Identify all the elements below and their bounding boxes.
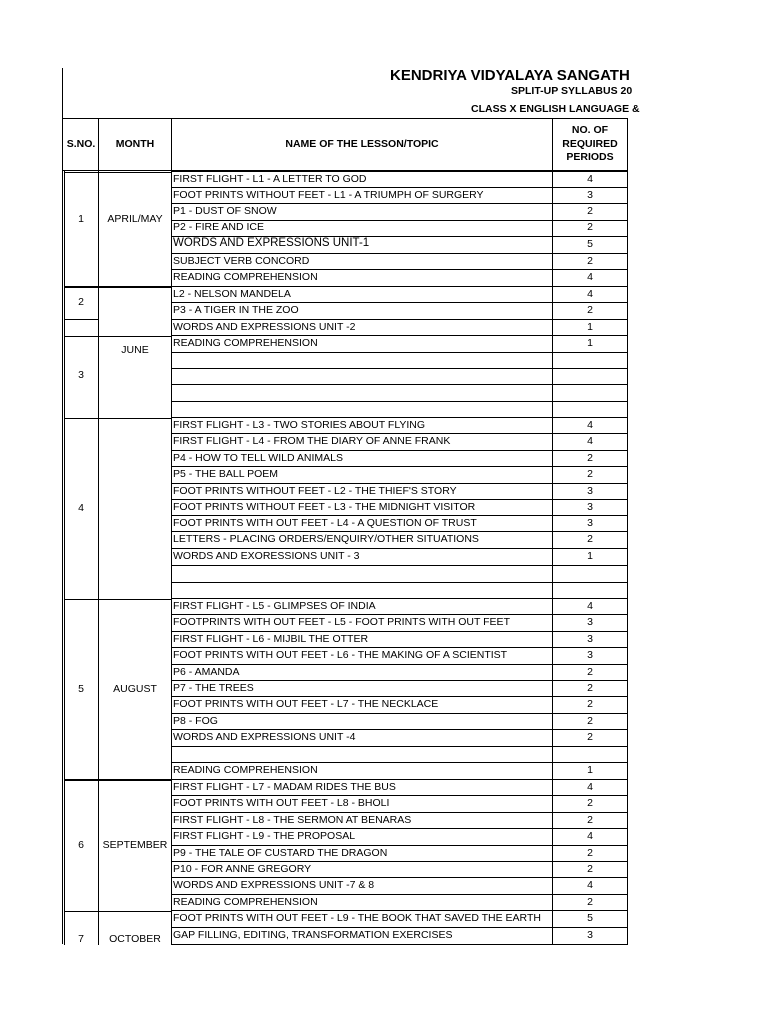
row-line bbox=[171, 417, 628, 418]
header-top-line bbox=[62, 118, 628, 119]
row-line bbox=[171, 664, 628, 665]
row-line bbox=[171, 944, 628, 945]
periods-cell: 3 bbox=[587, 485, 593, 497]
topic-cell: FIRST FLIGHT - L7 - MADAM RIDES THE BUS bbox=[173, 781, 396, 793]
row-line bbox=[171, 302, 628, 303]
col-header-month: MONTH bbox=[115, 138, 155, 150]
month-cell: APRIL/MAY bbox=[107, 213, 163, 225]
topic-cell: READING COMPREHENSION bbox=[173, 764, 318, 776]
group-line bbox=[64, 599, 171, 600]
row-line bbox=[171, 647, 628, 648]
col-header-lesson: NAME OF THE LESSON/TOPIC bbox=[285, 138, 439, 150]
periods-cell: 5 bbox=[587, 238, 593, 250]
row-line bbox=[171, 286, 628, 287]
row-line bbox=[171, 565, 628, 566]
topic-cell: FOOT PRINTS WITH OUT FEET - L7 - THE NECKLACE bbox=[173, 698, 439, 710]
row-line bbox=[171, 812, 628, 813]
row-line bbox=[171, 352, 628, 353]
periods-cell: 2 bbox=[587, 797, 593, 809]
topic-cell: READING COMPREHENSION bbox=[173, 337, 318, 349]
right-border bbox=[627, 170, 628, 945]
month-cell: JUNE bbox=[121, 344, 149, 356]
row-line bbox=[171, 483, 628, 484]
header-col-line bbox=[98, 118, 99, 170]
topic-cell: LETTERS - PLACING ORDERS/ENQUIRY/OTHER SITUATIONS bbox=[173, 533, 479, 545]
row-line bbox=[171, 795, 628, 796]
topic-cell: READING COMPREHENSION bbox=[173, 271, 318, 283]
group-line bbox=[64, 780, 171, 781]
periods-cell: 3 bbox=[587, 616, 593, 628]
topic-cell: L2 - NELSON MANDELA bbox=[173, 288, 291, 300]
header-col-line bbox=[627, 118, 628, 170]
header-col-line bbox=[171, 118, 172, 170]
periods-cell: 2 bbox=[587, 304, 593, 316]
row-line bbox=[171, 713, 628, 714]
left-border bbox=[62, 68, 63, 944]
periods-cell: 2 bbox=[587, 715, 593, 727]
periods-cell: 2 bbox=[587, 814, 593, 826]
row-line bbox=[171, 466, 628, 467]
row-line bbox=[171, 384, 628, 385]
periods-cell: 2 bbox=[587, 255, 593, 267]
periods-cell: 1 bbox=[587, 337, 593, 349]
sno-cell: 3 bbox=[78, 369, 84, 381]
topic-cell: P5 - THE BALL POEM bbox=[173, 468, 279, 480]
row-line bbox=[171, 894, 628, 895]
topic-cell: FOOT PRINTS WITH OUT FEET - L8 - BHOLI bbox=[173, 797, 390, 809]
group-line bbox=[64, 172, 171, 173]
periods-cell: 4 bbox=[587, 879, 593, 891]
topic-cell: GAP FILLING, EDITING, TRANSFORMATION EXERCISES bbox=[173, 929, 453, 941]
row-line bbox=[171, 729, 628, 730]
periods-left-line bbox=[552, 170, 553, 945]
row-line bbox=[171, 779, 628, 780]
periods-cell: 2 bbox=[587, 666, 593, 678]
col-header-periods: NO. OF bbox=[571, 124, 609, 136]
row-line bbox=[171, 203, 628, 204]
row-line bbox=[171, 253, 628, 254]
document-title: KENDRIYA VIDYALAYA SANGATH bbox=[390, 67, 630, 84]
topic-cell: P8 - FOG bbox=[173, 715, 218, 727]
row-line bbox=[171, 319, 628, 320]
periods-cell: 3 bbox=[587, 929, 593, 941]
row-line bbox=[171, 696, 628, 697]
header-col-line bbox=[552, 118, 553, 170]
row-line bbox=[171, 631, 628, 632]
topic-cell: FIRST FLIGHT - L4 - FROM THE DIARY OF ANNE FRANK bbox=[173, 435, 451, 447]
row-line bbox=[171, 598, 628, 599]
row-line bbox=[171, 368, 628, 369]
periods-cell: 4 bbox=[587, 173, 593, 185]
periods-cell: 4 bbox=[587, 600, 593, 612]
group-line bbox=[64, 418, 171, 419]
periods-cell: 2 bbox=[587, 221, 593, 233]
periods-cell: 2 bbox=[587, 452, 593, 464]
topic-cell: WORDS AND EXPRESSIONS UNIT -4 bbox=[173, 731, 356, 743]
row-line bbox=[171, 614, 628, 615]
periods-cell: 4 bbox=[587, 781, 593, 793]
month-left-line bbox=[98, 170, 99, 945]
group-line bbox=[64, 336, 98, 337]
topic-cell: P2 - FIRE AND ICE bbox=[173, 221, 265, 233]
topic-cell: FOOT PRINTS WITH OUT FEET - L9 - THE BOOK THAT SAVED THE EARTH bbox=[173, 912, 541, 924]
syllabus-subtitle: SPLIT-UP SYLLABUS 20 bbox=[511, 85, 633, 97]
topic-cell: FOOT PRINTS WITH OUT FEET - L4 - A QUESTION OF TRUST bbox=[173, 517, 477, 529]
periods-cell: 3 bbox=[587, 633, 593, 645]
sno-cell: 4 bbox=[78, 502, 84, 514]
row-line bbox=[171, 515, 628, 516]
class-line: CLASS X ENGLISH LANGUAGE & bbox=[471, 103, 640, 115]
row-line bbox=[171, 171, 628, 172]
col-header-periods: PERIODS bbox=[566, 151, 614, 163]
topic-cell: WORDS AND EXPRESSIONS UNIT -2 bbox=[173, 321, 356, 333]
row-line bbox=[171, 548, 628, 549]
group-line bbox=[64, 287, 171, 288]
row-line bbox=[171, 582, 628, 583]
row-line bbox=[171, 531, 628, 532]
periods-cell: 4 bbox=[587, 419, 593, 431]
sno-cell: 1 bbox=[78, 213, 84, 225]
periods-cell: 2 bbox=[587, 896, 593, 908]
periods-cell: 2 bbox=[587, 468, 593, 480]
row-line bbox=[171, 401, 628, 402]
periods-cell: 1 bbox=[587, 321, 593, 333]
periods-cell: 4 bbox=[587, 435, 593, 447]
topic-cell: FIRST FLIGHT - L5 - GLIMPSES OF INDIA bbox=[173, 600, 376, 612]
topic-cell: READING COMPREHENSION bbox=[173, 896, 318, 908]
topic-left-line bbox=[171, 170, 172, 945]
row-line bbox=[171, 910, 628, 911]
periods-cell: 4 bbox=[587, 271, 593, 283]
topic-cell: P1 - DUST OF SNOW bbox=[173, 205, 277, 217]
row-line bbox=[171, 499, 628, 500]
topic-cell: P4 - HOW TO TELL WILD ANIMALS bbox=[173, 452, 343, 464]
row-line bbox=[171, 845, 628, 846]
row-line bbox=[171, 220, 628, 221]
topic-cell: FIRST FLIGHT - L3 - TWO STORIES ABOUT FLYING bbox=[173, 419, 426, 431]
row-line bbox=[171, 335, 628, 336]
topic-cell: FIRST FLIGHT - L6 - MIJBIL THE OTTER bbox=[173, 633, 369, 645]
topic-cell: WORDS AND EXORESSIONS UNIT - 3 bbox=[173, 550, 360, 562]
topic-cell: FOOT PRINTS WITHOUT FEET - L2 - THE THIEF'S STORY bbox=[173, 485, 457, 497]
topic-cell: P6 - AMANDA bbox=[173, 666, 240, 678]
group-line bbox=[64, 319, 98, 320]
col-header-sno: S.NO. bbox=[66, 138, 96, 150]
topic-cell: FIRST FLIGHT - L1 - A LETTER TO GOD bbox=[173, 173, 367, 185]
group-line bbox=[64, 779, 171, 780]
periods-cell: 2 bbox=[587, 533, 593, 545]
topic-cell: FOOT PRINTS WITHOUT FEET - L3 - THE MIDNIGHT VISITOR bbox=[173, 501, 476, 513]
sno-cell: 2 bbox=[78, 296, 84, 308]
row-line bbox=[171, 269, 628, 270]
periods-cell: 2 bbox=[587, 847, 593, 859]
topic-cell: WORDS AND EXPRESSIONS UNIT-1 bbox=[173, 237, 370, 249]
sno-cell: 7 bbox=[78, 933, 84, 945]
row-line bbox=[171, 746, 628, 747]
sno-cell: 6 bbox=[78, 839, 84, 851]
row-line bbox=[171, 861, 628, 862]
periods-cell: 2 bbox=[587, 698, 593, 710]
topic-cell: FIRST FLIGHT - L8 - THE SERMON AT BENARAS bbox=[173, 814, 412, 826]
month-cell: OCTOBER bbox=[109, 933, 161, 945]
periods-cell: 3 bbox=[587, 501, 593, 513]
topic-cell: FIRST FLIGHT - L9 - THE PROPOSAL bbox=[173, 830, 356, 842]
topic-cell: FOOT PRINTS WITH OUT FEET - L6 - THE MAKING OF A SCIENTIST bbox=[173, 649, 508, 661]
periods-cell: 4 bbox=[587, 288, 593, 300]
topic-cell: SUBJECT VERB CONCORD bbox=[173, 255, 310, 267]
periods-cell: 4 bbox=[587, 830, 593, 842]
row-line bbox=[171, 236, 628, 237]
row-line bbox=[171, 877, 628, 878]
periods-cell: 2 bbox=[587, 863, 593, 875]
row-line bbox=[171, 187, 628, 188]
sno-left-line bbox=[64, 170, 65, 945]
periods-cell: 3 bbox=[587, 517, 593, 529]
periods-cell: 2 bbox=[587, 205, 593, 217]
topic-cell: P9 - THE TALE OF CUSTARD THE DRAGON bbox=[173, 847, 388, 859]
topic-cell: FOOT PRINTS WITHOUT FEET - L1 - A TRIUMPH OF SURGERY bbox=[173, 189, 484, 201]
group-line bbox=[64, 911, 171, 912]
row-line bbox=[171, 828, 628, 829]
topic-cell: P7 - THE TREES bbox=[173, 682, 254, 694]
sno-cell: 5 bbox=[78, 683, 84, 695]
col-header-periods: REQUIRED bbox=[562, 138, 618, 150]
group-line bbox=[64, 286, 171, 287]
row-line bbox=[171, 680, 628, 681]
topic-cell: P3 - A TIGER IN THE ZOO bbox=[173, 304, 299, 316]
topic-cell: FOOTPRINTS WITH OUT FEET - L5 - FOOT PRINTS WITH OUT FEET bbox=[173, 616, 510, 628]
periods-cell: 2 bbox=[587, 682, 593, 694]
month-cell: SEPTEMBER bbox=[102, 839, 168, 851]
topic-cell: P10 - FOR ANNE GREGORY bbox=[173, 863, 312, 875]
periods-cell: 3 bbox=[587, 189, 593, 201]
periods-cell: 5 bbox=[587, 912, 593, 924]
periods-cell: 3 bbox=[587, 649, 593, 661]
periods-cell: 1 bbox=[587, 550, 593, 562]
row-line bbox=[171, 450, 628, 451]
row-line bbox=[171, 927, 628, 928]
row-line bbox=[171, 433, 628, 434]
periods-cell: 2 bbox=[587, 731, 593, 743]
topic-cell: WORDS AND EXPRESSIONS UNIT -7 & 8 bbox=[173, 879, 375, 891]
month-cell: AUGUST bbox=[113, 683, 157, 695]
periods-cell: 1 bbox=[587, 764, 593, 776]
row-line bbox=[171, 762, 628, 763]
